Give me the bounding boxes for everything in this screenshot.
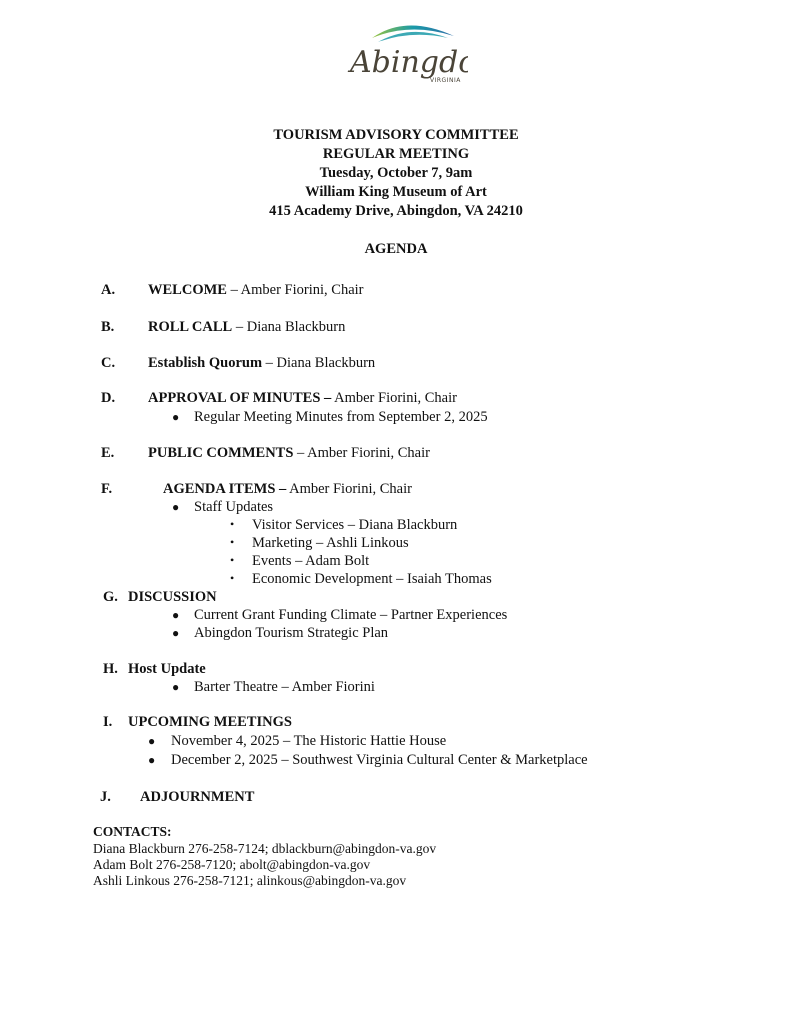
item-title: Host Update <box>128 661 206 677</box>
agenda-item-welcome <box>148 282 364 299</box>
bullet-icon: ● <box>172 626 180 640</box>
meeting-type: REGULAR MEETING <box>322 146 470 162</box>
bullet-icon: • <box>230 553 235 567</box>
agenda-item-public-comments <box>148 445 430 462</box>
item-letter-d: D. <box>101 390 116 406</box>
item-letter-i: I. <box>103 714 113 730</box>
agenda-item-upcoming-meetings <box>128 714 292 731</box>
bullet-icon: • <box>230 517 235 531</box>
item-letter-b: B. <box>101 319 115 335</box>
contact-line: Adam Bolt 276-258-7120; abolt@abingdon-va.gov <box>93 857 371 872</box>
bullet-icon: ● <box>172 410 180 424</box>
item-title: UPCOMING MEETINGS <box>128 714 292 730</box>
item-detail: Amber Fiorini, Chair <box>286 481 412 497</box>
agenda-item-adjournment <box>140 789 254 806</box>
contacts-heading: CONTACTS: <box>93 824 172 839</box>
abingdon-logo-graphic <box>344 16 468 86</box>
item-title: DISCUSSION <box>128 589 217 605</box>
meeting-date: Tuesday, October 7, 9am <box>319 165 473 181</box>
svg-text:Abingdon: Abingd <box>350 45 459 80</box>
abingdon-logo <box>344 16 468 86</box>
item-letter-c: C. <box>101 355 116 371</box>
agenda-item-minutes <box>148 390 457 407</box>
contact-line: Ashli Linkous 276-258-7121; alinkous@abingdon-va.gov <box>93 873 407 888</box>
bullet-icon: ● <box>148 753 156 767</box>
agenda-item-quorum <box>148 355 375 372</box>
item-letter-g: G. <box>103 589 118 605</box>
item-letter-f: F. <box>101 481 113 497</box>
item-letter-e: E. <box>101 445 115 461</box>
contact-line: Diana Blackburn 276-258-7124; dblackburn@abingdon-va.gov <box>93 841 437 856</box>
item-letter-h: H. <box>103 661 118 677</box>
meeting-address: 415 Academy Drive, Abingdon, VA 24210 <box>269 203 523 219</box>
item-letter-a: A. <box>101 282 116 298</box>
item-detail: – Amber Fiorini, Chair <box>293 445 430 461</box>
agenda-heading: AGENDA <box>364 241 428 257</box>
item-detail: – Diana Blackburn <box>232 319 346 335</box>
item-title: Establish Quorum <box>148 355 263 371</box>
item-title: AGENDA ITEMS – <box>163 481 287 497</box>
bullet-icon: ● <box>172 500 180 514</box>
item-detail: – Diana Blackburn <box>262 355 376 371</box>
svg-text:VIRGINIA: VIRGINIA <box>430 77 461 84</box>
item-title: WELCOME <box>148 282 227 298</box>
bullet-icon: ● <box>172 608 180 622</box>
agenda-item-roll-call <box>148 319 345 336</box>
committee-title: TOURISM ADVISORY COMMITTEE <box>273 127 519 143</box>
bullet-icon: ● <box>172 680 180 694</box>
bullet-icon: • <box>230 571 235 585</box>
item-title: ADJOURNMENT <box>140 789 255 805</box>
item-title: ROLL CALL <box>148 319 233 335</box>
item-detail: – Amber Fiorini, Chair <box>226 282 364 298</box>
item-letter-j: J. <box>100 789 111 805</box>
bullet-icon: ● <box>148 734 156 748</box>
item-title: APPROVAL OF MINUTES – <box>148 390 332 406</box>
agenda-item-host-update <box>128 661 206 678</box>
meeting-venue: William King Museum of Art <box>305 184 487 200</box>
bullet-icon: • <box>230 535 235 549</box>
agenda-item-agenda-items <box>163 481 412 498</box>
item-title: PUBLIC COMMENTS <box>148 445 294 461</box>
agenda-item-discussion <box>128 589 217 606</box>
item-detail: Amber Fiorini, Chair <box>331 390 457 406</box>
